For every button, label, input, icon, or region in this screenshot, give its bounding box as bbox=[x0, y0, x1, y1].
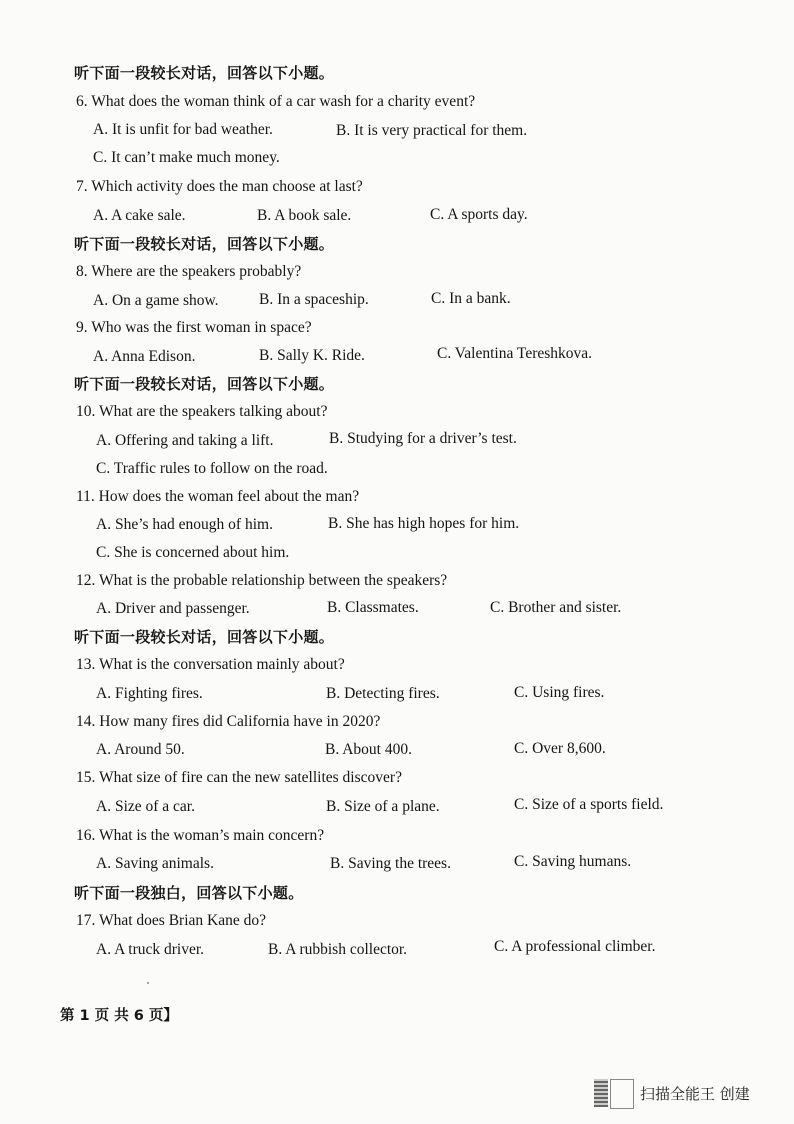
question-option: C. Size of a sports field. bbox=[514, 796, 664, 813]
question-option: C. Traffic rules to follow on the road. bbox=[96, 460, 328, 477]
section-instruction: 听下面一段较长对话，回答以下小题。 bbox=[74, 235, 335, 253]
question-option: A. Saving animals. bbox=[96, 855, 214, 872]
question-stem: 17. What does Brian Kane do? bbox=[76, 912, 266, 929]
question-stem: 8. Where are the speakers probably? bbox=[76, 263, 302, 280]
scanner-logo-icon bbox=[594, 1079, 634, 1107]
page-number: 第 1 页 共 6 页】 bbox=[60, 1008, 178, 1024]
question-option: B. About 400. bbox=[325, 741, 412, 758]
question-option: B. Studying for a driver’s test. bbox=[329, 430, 517, 447]
question-option: C. A professional climber. bbox=[494, 938, 656, 955]
question-option: C. She is concerned about him. bbox=[96, 544, 290, 561]
question-option: C. Using fires. bbox=[514, 684, 605, 701]
question-option: B. Size of a plane. bbox=[326, 798, 440, 815]
question-option: B. Saving the trees. bbox=[330, 855, 451, 872]
section-instruction: 听下面一段较长对话，回答以下小题。 bbox=[74, 375, 335, 393]
qr-code-icon bbox=[594, 1079, 608, 1107]
question-option: C. Brother and sister. bbox=[490, 599, 622, 616]
question-stem: 11. How does the woman feel about the man? bbox=[76, 488, 360, 505]
question-option: C. Valentina Tereshkova. bbox=[437, 345, 593, 362]
question-stem: 9. Who was the first woman in space? bbox=[76, 319, 312, 336]
scanner-watermark bbox=[594, 1078, 750, 1108]
question-option: B. Detecting fires. bbox=[326, 685, 440, 702]
section-instruction: 听下面一段独白，回答以下小题。 bbox=[74, 884, 304, 902]
question-option: A. Offering and taking a lift. bbox=[96, 432, 274, 449]
question-option: B. A book sale. bbox=[257, 207, 352, 224]
question-stem: 15. What size of fire can the new satellites discover? bbox=[76, 769, 402, 786]
question-stem: 10. What are the speakers talking about? bbox=[76, 403, 328, 420]
question-stem: 7. Which activity does the man choose at last? bbox=[76, 178, 363, 195]
question-option: A. Anna Edison. bbox=[93, 348, 196, 365]
question-stem: 12. What is the probable relationship between the speakers? bbox=[76, 572, 448, 589]
question-option: A. A cake sale. bbox=[93, 207, 186, 224]
question-stem: 14. How many fires did California have in 2020? bbox=[76, 713, 381, 730]
section-instruction: 听下面一段较长对话，回答以下小题。 bbox=[74, 628, 335, 646]
question-option: A. It is unfit for bad weather. bbox=[93, 121, 273, 138]
speck bbox=[147, 982, 149, 984]
question-option: B. Classmates. bbox=[327, 599, 419, 616]
question-option: A. Fighting fires. bbox=[96, 685, 203, 702]
question-option: A. A truck driver. bbox=[96, 941, 205, 958]
cs-logo-icon bbox=[610, 1079, 634, 1109]
question-stem: 6. What does the woman think of a car wash for a charity event? bbox=[76, 93, 476, 110]
watermark-text: 扫描全能王 创建 bbox=[640, 1084, 750, 1103]
question-option: B. A rubbish collector. bbox=[268, 941, 408, 958]
question-option: A. Size of a car. bbox=[96, 798, 195, 815]
question-option: B. It is very practical for them. bbox=[336, 122, 528, 139]
question-option: C. It can’t make much money. bbox=[93, 149, 280, 166]
question-option: A. She’s had enough of him. bbox=[96, 516, 273, 533]
section-instruction: 听下面一段较长对话，回答以下小题。 bbox=[74, 64, 335, 82]
question-stem: 16. What is the woman’s main concern? bbox=[76, 827, 325, 844]
question-option: A. Around 50. bbox=[96, 741, 185, 758]
question-option: C. A sports day. bbox=[430, 206, 528, 223]
question-option: B. In a spaceship. bbox=[259, 291, 369, 308]
question-stem: 13. What is the conversation mainly about? bbox=[76, 656, 345, 673]
question-option: A. On a game show. bbox=[93, 292, 219, 309]
question-option: A. Driver and passenger. bbox=[96, 600, 250, 617]
question-option: C. Saving humans. bbox=[514, 853, 632, 870]
question-option: C. Over 8,600. bbox=[514, 740, 606, 757]
question-option: C. In a bank. bbox=[431, 290, 511, 307]
question-option: B. She has high hopes for him. bbox=[328, 515, 520, 532]
question-option: B. Sally K. Ride. bbox=[259, 347, 365, 364]
